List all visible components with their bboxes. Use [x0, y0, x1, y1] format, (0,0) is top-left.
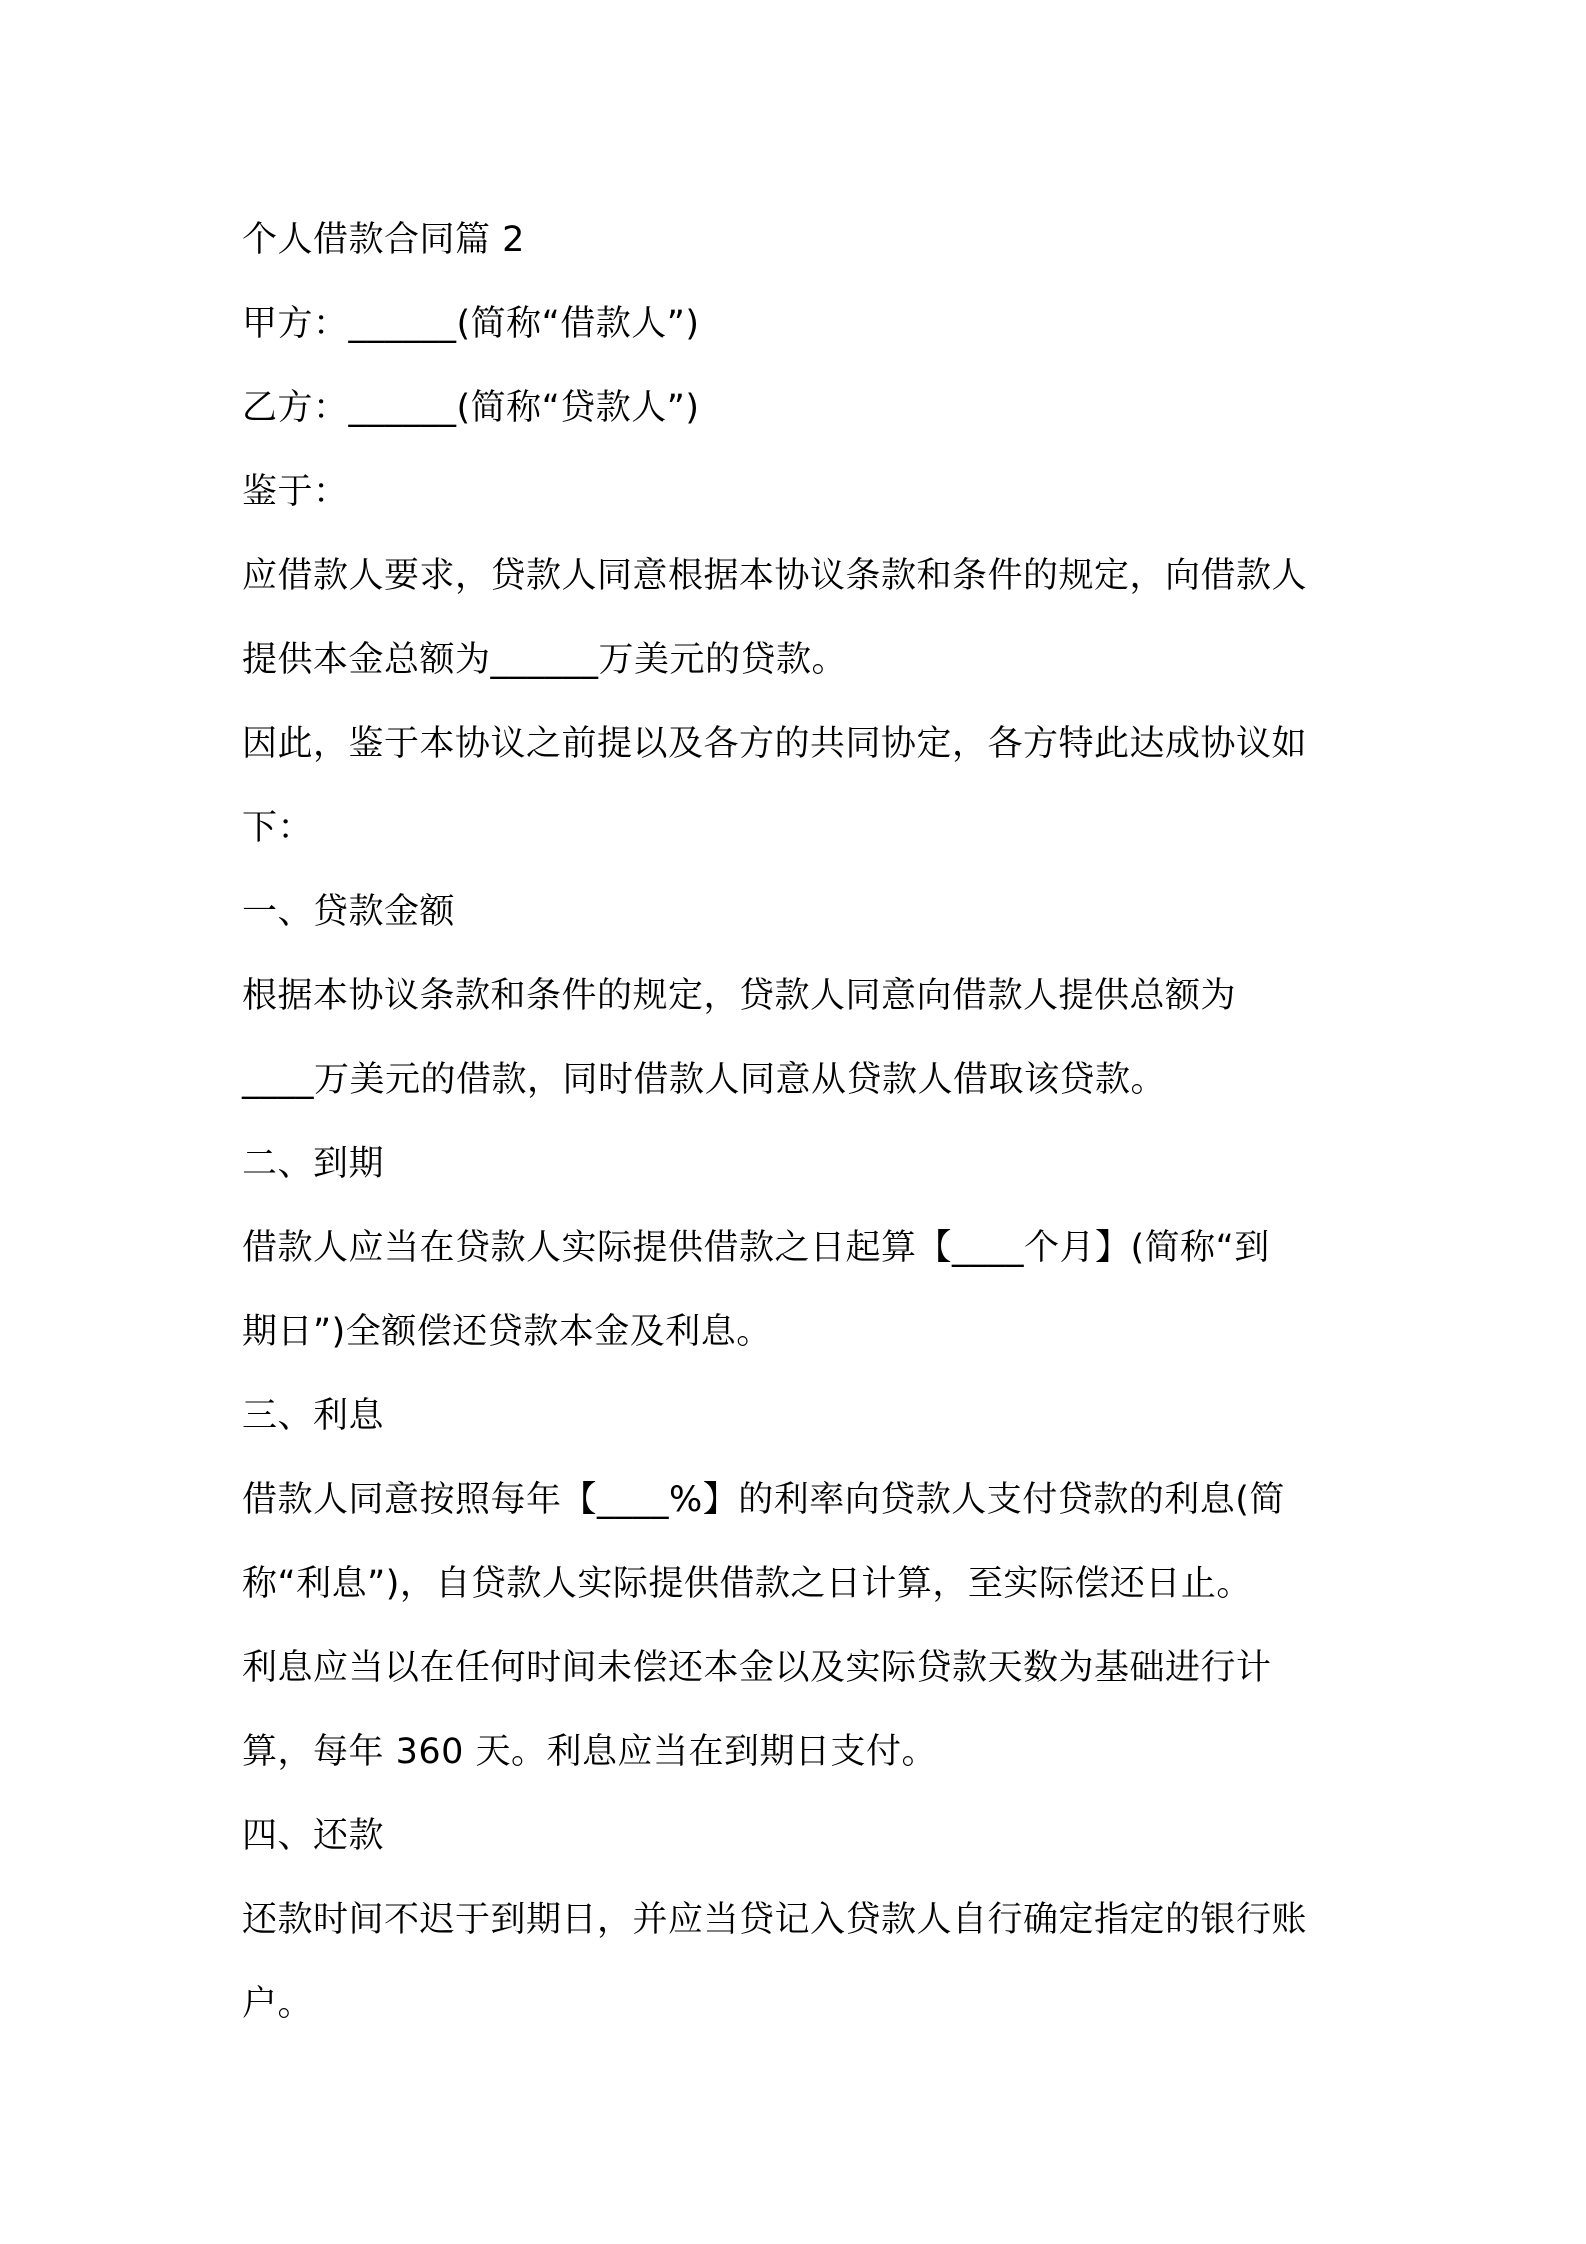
section-interest-line-4: 算，每年 360 天。利息应当在到期日支付。	[242, 1732, 938, 1772]
therefore-line-1: 因此，鉴于本协议之前提以及各方的共同协定，各方特此达成协议如	[242, 724, 1308, 764]
section-maturity-line-2: 期日”)全额偿还贷款本金及利息。	[242, 1312, 772, 1352]
section-heading-loan-amount: 一、贷款金额	[242, 892, 456, 932]
section-loan-amount-line-2: ____万美元的借款，同时借款人同意从贷款人借取该贷款。	[242, 1060, 1167, 1100]
section-heading-repayment: 四、还款	[242, 1816, 385, 1856]
section-heading-maturity: 二、到期	[242, 1144, 385, 1184]
document-body	[242, 198, 1362, 2046]
whereas-body-line-2: 提供本金总额为______万美元的贷款。	[242, 640, 848, 680]
therefore-line-2: 下：	[242, 808, 314, 848]
section-heading-interest: 三、利息	[242, 1396, 385, 1436]
party-a-line: 甲方：______(简称“借款人”)	[242, 304, 700, 344]
section-repayment-line-1: 还款时间不迟于到期日，并应当贷记入贷款人自行确定指定的银行账	[242, 1900, 1308, 1940]
party-b-line: 乙方：______(简称“贷款人”)	[242, 388, 700, 428]
section-interest-line-1: 借款人同意按照每年【____%】的利率向贷款人支付贷款的利息(简	[242, 1480, 1285, 1520]
whereas-heading: 鉴于：	[242, 472, 349, 512]
whereas-body-line-1: 应借款人要求，贷款人同意根据本协议条款和条件的规定，向借款人	[242, 556, 1308, 596]
section-interest-line-2: 称“利息”)，自贷款人实际提供借款之日计算，至实际偿还日止。	[242, 1564, 1252, 1604]
section-loan-amount-line-1: 根据本协议条款和条件的规定，贷款人同意向借款人提供总额为	[242, 976, 1237, 1016]
section-interest-line-3: 利息应当以在任何时间未偿还本金以及实际贷款天数为基础进行计	[242, 1648, 1272, 1688]
section-repayment-line-2: 户。	[242, 1984, 314, 2024]
document-title: 个人借款合同篇 2	[242, 220, 525, 260]
section-maturity-line-1: 借款人应当在贷款人实际提供借款之日起算【____个月】(简称“到	[242, 1228, 1270, 1268]
